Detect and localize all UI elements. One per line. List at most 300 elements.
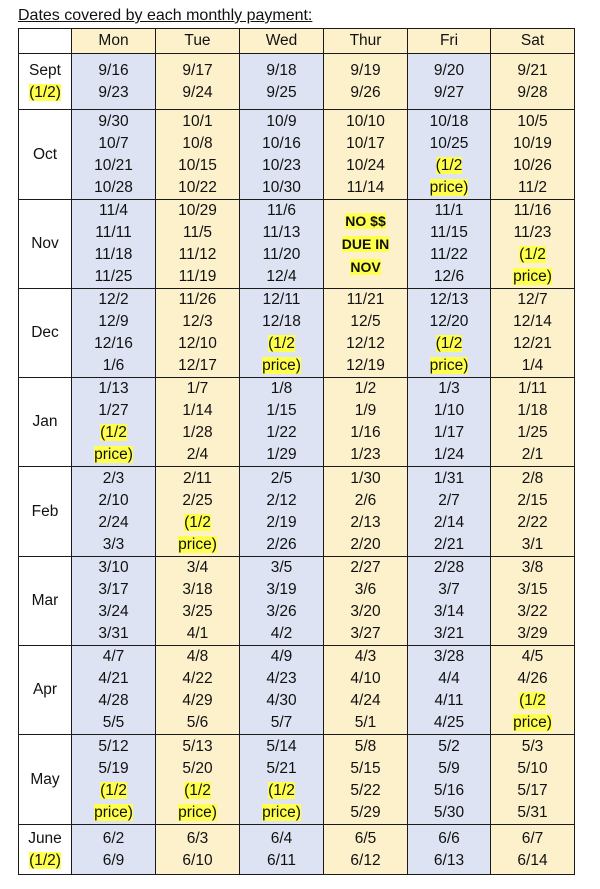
date-entry: 5/29 bbox=[350, 803, 381, 821]
date-entry: 1/4 bbox=[521, 357, 544, 374]
date-entry bbox=[72, 802, 155, 824]
date-entry: 2/26 bbox=[266, 535, 297, 553]
date-entry: 10/26 bbox=[513, 156, 552, 174]
date-cell bbox=[240, 378, 324, 467]
half-price-note: (1/2 bbox=[184, 781, 211, 799]
date-entry bbox=[491, 690, 574, 712]
date-entry: 6/7 bbox=[521, 829, 544, 847]
date-entry: 3/26 bbox=[266, 603, 297, 620]
date-entry: 3/27 bbox=[350, 625, 381, 642]
date-entry bbox=[408, 177, 490, 199]
date-cell bbox=[491, 378, 575, 467]
date-entry: 4/22 bbox=[182, 670, 213, 687]
table-row bbox=[19, 289, 575, 378]
date-cell bbox=[156, 825, 240, 875]
date-entry: 2/28 bbox=[433, 559, 465, 576]
date-cell bbox=[240, 200, 324, 289]
date-cell bbox=[72, 557, 156, 646]
date-entry: 9/30 bbox=[98, 112, 129, 130]
date-entry: 11/16 bbox=[513, 202, 552, 219]
date-entry bbox=[491, 244, 574, 266]
date-entry: 4/30 bbox=[266, 692, 297, 709]
no-payment-text: NOV bbox=[350, 258, 381, 275]
date-entry: 1/7 bbox=[186, 380, 209, 397]
date-entry: 11/21 bbox=[346, 291, 385, 308]
no-payment-text: DUE IN bbox=[341, 235, 390, 252]
date-entry bbox=[240, 333, 323, 355]
date-entry: 4/2 bbox=[270, 625, 293, 642]
date-entry: 11/14 bbox=[346, 178, 385, 196]
date-entry: 12/5 bbox=[350, 313, 381, 330]
date-cell bbox=[72, 467, 156, 557]
date-entry bbox=[156, 802, 239, 824]
date-cell bbox=[408, 200, 491, 289]
date-entry: 5/7 bbox=[270, 714, 293, 731]
date-cell bbox=[156, 110, 240, 200]
date-entry: 1/30 bbox=[350, 469, 381, 487]
date-entry: 3/3 bbox=[102, 535, 125, 553]
day-header: Tue bbox=[156, 29, 240, 54]
date-entry: 5/2 bbox=[438, 737, 460, 755]
date-entry: 11/2 bbox=[517, 178, 548, 196]
date-entry: 9/24 bbox=[182, 83, 213, 101]
date-entry: 12/21 bbox=[513, 335, 552, 352]
date-entry: 10/1 bbox=[182, 112, 213, 130]
date-cell bbox=[324, 289, 408, 378]
half-price-note: price) bbox=[429, 357, 469, 374]
date-cell bbox=[240, 54, 324, 110]
month-label-line: June bbox=[28, 829, 62, 847]
date-cell bbox=[491, 557, 575, 646]
date-entry: 1/16 bbox=[350, 424, 381, 441]
date-entry: 12/3 bbox=[182, 313, 213, 330]
date-entry: 10/7 bbox=[98, 134, 129, 152]
date-entry: 3/19 bbox=[266, 581, 297, 598]
date-entry: 3/15 bbox=[517, 581, 548, 598]
date-cell bbox=[491, 200, 575, 289]
date-entry: 4/3 bbox=[354, 648, 377, 665]
day-header: Sat bbox=[491, 29, 575, 54]
month-label-line: Jan bbox=[32, 413, 58, 430]
date-cell bbox=[156, 200, 240, 289]
date-entry: 4/10 bbox=[350, 670, 381, 687]
date-entry: 3/7 bbox=[438, 581, 460, 598]
date-cell bbox=[156, 54, 240, 110]
date-entry: 12/20 bbox=[429, 313, 469, 330]
date-entry bbox=[156, 780, 239, 802]
date-entry: 4/26 bbox=[517, 670, 548, 687]
date-entry: 2/19 bbox=[266, 513, 297, 531]
date-entry bbox=[491, 712, 574, 734]
no-payment-note bbox=[324, 210, 407, 233]
date-entry: 2/27 bbox=[350, 559, 381, 576]
date-cell bbox=[491, 735, 575, 825]
date-entry: 11/19 bbox=[178, 268, 217, 285]
date-entry: 6/3 bbox=[186, 829, 209, 847]
month-label bbox=[19, 735, 72, 825]
month-label-line: Mar bbox=[31, 592, 59, 609]
date-entry: 5/13 bbox=[182, 737, 213, 755]
date-entry: 2/8 bbox=[521, 469, 544, 487]
date-entry: 11/5 bbox=[182, 224, 213, 241]
date-entry: 2/1 bbox=[521, 446, 544, 463]
half-price-note: price) bbox=[513, 268, 552, 285]
date-entry: 6/10 bbox=[182, 851, 213, 869]
date-entry: 1/10 bbox=[433, 402, 465, 419]
date-entry: 9/23 bbox=[98, 83, 129, 101]
date-entry: 1/23 bbox=[350, 446, 381, 463]
date-entry: 2/14 bbox=[433, 513, 465, 531]
date-cell bbox=[240, 467, 324, 557]
month-label bbox=[19, 467, 72, 557]
date-entry: 11/1 bbox=[434, 202, 464, 219]
table-row bbox=[19, 825, 575, 875]
date-cell bbox=[156, 467, 240, 557]
date-entry bbox=[240, 355, 323, 377]
date-cell bbox=[408, 54, 491, 110]
month-label bbox=[19, 289, 72, 378]
no-payment-text: NO $$ bbox=[345, 212, 386, 229]
date-entry: 4/4 bbox=[438, 670, 460, 687]
date-entry: 1/3 bbox=[438, 380, 460, 397]
half-price-note: (1/2 bbox=[435, 335, 463, 352]
date-cell bbox=[72, 735, 156, 825]
month-label-line: Oct bbox=[32, 145, 58, 163]
payment-schedule-table bbox=[18, 28, 575, 875]
date-entry: 1/15 bbox=[266, 402, 297, 419]
date-cell bbox=[72, 289, 156, 378]
date-cell bbox=[324, 735, 408, 825]
date-entry: 12/17 bbox=[178, 357, 217, 374]
date-entry: 3/18 bbox=[182, 581, 213, 598]
date-entry: 1/28 bbox=[182, 424, 213, 441]
date-entry: 10/21 bbox=[94, 156, 133, 174]
date-entry: 11/4 bbox=[98, 202, 129, 219]
date-cell bbox=[72, 54, 156, 110]
date-entry: 3/29 bbox=[517, 625, 548, 642]
date-entry: 4/5 bbox=[521, 648, 544, 665]
half-price-note: price) bbox=[262, 357, 301, 374]
date-entry: 9/21 bbox=[517, 61, 548, 79]
day-header: Wed bbox=[240, 29, 324, 54]
date-cell bbox=[156, 557, 240, 646]
date-entry: 2/6 bbox=[354, 491, 377, 509]
date-cell bbox=[408, 289, 491, 378]
month-label bbox=[19, 54, 72, 110]
date-entry: 2/22 bbox=[517, 513, 548, 531]
date-entry: 4/21 bbox=[98, 670, 129, 687]
date-cell bbox=[408, 646, 491, 735]
date-cell bbox=[408, 467, 491, 557]
date-cell bbox=[491, 825, 575, 875]
date-cell bbox=[156, 289, 240, 378]
date-entry: 1/13 bbox=[98, 380, 129, 397]
half-price-note: price) bbox=[94, 446, 133, 463]
date-entry: 12/4 bbox=[266, 268, 297, 285]
date-entry: 9/25 bbox=[266, 83, 297, 101]
half-price-note: price) bbox=[429, 178, 469, 196]
date-entry: 1/11 bbox=[517, 380, 548, 397]
date-entry bbox=[408, 355, 490, 377]
date-entry: 11/12 bbox=[178, 246, 217, 263]
date-cell bbox=[324, 200, 408, 289]
date-entry: 2/20 bbox=[350, 535, 381, 553]
date-entry: 12/18 bbox=[262, 313, 301, 330]
table-row bbox=[19, 200, 575, 289]
month-label-line: Nov bbox=[31, 235, 59, 252]
date-entry: 3/17 bbox=[98, 581, 129, 598]
date-entry: 12/10 bbox=[178, 335, 217, 352]
date-entry: 5/20 bbox=[182, 759, 213, 777]
date-entry: 12/14 bbox=[513, 313, 552, 330]
date-entry: 3/1 bbox=[521, 535, 544, 553]
date-entry: 10/23 bbox=[262, 156, 301, 174]
date-entry: 6/5 bbox=[354, 829, 377, 847]
date-entry: 2/13 bbox=[350, 513, 381, 531]
date-entry: 11/26 bbox=[178, 291, 217, 308]
day-header: Thur bbox=[324, 29, 408, 54]
date-entry: 1/27 bbox=[98, 402, 129, 419]
date-entry: 12/16 bbox=[94, 335, 133, 352]
date-entry: 1/8 bbox=[270, 380, 293, 397]
date-cell bbox=[240, 825, 324, 875]
date-entry: 10/22 bbox=[178, 178, 217, 196]
date-entry: 3/5 bbox=[270, 559, 293, 576]
date-entry: 10/25 bbox=[429, 134, 469, 152]
date-cell bbox=[408, 825, 491, 875]
date-entry: 11/20 bbox=[262, 246, 301, 263]
date-entry: 2/24 bbox=[98, 513, 129, 531]
date-cell bbox=[491, 467, 575, 557]
date-cell bbox=[324, 825, 408, 875]
date-entry bbox=[156, 512, 239, 534]
table-row bbox=[19, 557, 575, 646]
date-cell bbox=[408, 557, 491, 646]
date-cell bbox=[324, 467, 408, 557]
half-price-note: price) bbox=[178, 535, 217, 553]
date-entry: 5/9 bbox=[438, 759, 460, 777]
date-entry: 5/31 bbox=[517, 803, 548, 821]
date-entry: 3/25 bbox=[182, 603, 213, 620]
table-row bbox=[19, 646, 575, 735]
date-cell bbox=[324, 646, 408, 735]
date-entry: 5/12 bbox=[98, 737, 129, 755]
date-entry: 2/3 bbox=[102, 469, 125, 487]
date-cell bbox=[324, 378, 408, 467]
date-entry: 5/3 bbox=[521, 737, 544, 755]
date-entry: 5/21 bbox=[266, 759, 297, 777]
date-entry: 12/19 bbox=[346, 357, 385, 374]
date-entry: 10/29 bbox=[178, 202, 217, 219]
date-cell bbox=[408, 378, 491, 467]
date-cell bbox=[491, 646, 575, 735]
date-entry: 10/18 bbox=[429, 112, 469, 130]
date-entry: 5/15 bbox=[350, 759, 381, 777]
date-entry: 1/31 bbox=[433, 469, 465, 487]
date-entry: 3/6 bbox=[354, 581, 377, 598]
date-entry: 3/20 bbox=[350, 603, 381, 620]
half-price-note: (1/2 bbox=[268, 335, 295, 352]
date-cell bbox=[408, 735, 491, 825]
date-cell bbox=[491, 289, 575, 378]
date-entry: 3/31 bbox=[98, 625, 129, 642]
month-label-line: Apr bbox=[32, 681, 58, 698]
half-price-note: (1/2 bbox=[184, 513, 211, 531]
date-entry: 5/1 bbox=[354, 714, 377, 731]
half-price-note: price) bbox=[262, 803, 301, 821]
date-entry: 6/4 bbox=[270, 829, 293, 847]
date-entry: 6/6 bbox=[438, 829, 460, 847]
date-entry: 10/28 bbox=[94, 178, 133, 196]
half-price-note: price) bbox=[178, 803, 217, 821]
date-entry: 6/9 bbox=[102, 851, 125, 869]
date-entry: 4/25 bbox=[433, 714, 465, 731]
date-entry bbox=[72, 422, 155, 444]
date-entry: 11/23 bbox=[513, 224, 552, 241]
date-entry: 10/30 bbox=[262, 178, 301, 196]
date-entry: 12/9 bbox=[98, 313, 129, 330]
date-cell bbox=[156, 378, 240, 467]
date-entry: 3/28 bbox=[433, 648, 465, 665]
half-price-note: (1/2 bbox=[435, 156, 463, 174]
month-label bbox=[19, 646, 72, 735]
table-row bbox=[19, 54, 575, 110]
date-entry: 2/4 bbox=[186, 446, 209, 463]
date-cell bbox=[408, 110, 491, 200]
date-entry: 4/11 bbox=[434, 692, 464, 709]
date-entry: 4/28 bbox=[98, 692, 129, 709]
date-entry: 10/19 bbox=[513, 134, 552, 152]
date-entry: 9/17 bbox=[182, 61, 213, 79]
half-price-note: (1/2 bbox=[100, 781, 127, 799]
date-entry: 1/14 bbox=[182, 402, 213, 419]
date-entry: 9/20 bbox=[433, 61, 465, 79]
date-entry bbox=[72, 444, 155, 466]
date-entry: 2/5 bbox=[270, 469, 293, 487]
date-entry: 4/29 bbox=[182, 692, 213, 709]
date-entry: 6/12 bbox=[350, 851, 381, 869]
date-entry: 3/4 bbox=[186, 559, 209, 576]
date-entry bbox=[72, 780, 155, 802]
date-cell bbox=[72, 646, 156, 735]
date-entry: 2/21 bbox=[433, 535, 465, 553]
date-entry: 5/10 bbox=[517, 759, 548, 777]
date-entry: 4/24 bbox=[350, 692, 381, 709]
date-entry: 6/14 bbox=[517, 851, 548, 869]
date-entry: 9/16 bbox=[98, 61, 129, 79]
date-entry: 9/28 bbox=[517, 83, 548, 101]
date-entry: 11/25 bbox=[94, 268, 133, 285]
date-entry: 10/10 bbox=[346, 112, 385, 130]
day-header: Fri bbox=[408, 29, 491, 54]
date-entry bbox=[408, 155, 490, 177]
date-entry: 12/7 bbox=[517, 291, 548, 308]
date-entry: 11/22 bbox=[430, 246, 468, 263]
month-label-line bbox=[19, 82, 71, 104]
half-price-note: (1/2) bbox=[29, 851, 61, 869]
date-cell bbox=[72, 200, 156, 289]
page-title: Dates covered by each monthly payment: bbox=[18, 7, 313, 24]
date-entry: 1/6 bbox=[102, 357, 125, 374]
month-label bbox=[19, 825, 72, 875]
table-row bbox=[19, 467, 575, 557]
date-entry: 9/27 bbox=[433, 83, 465, 101]
date-entry: 1/24 bbox=[433, 446, 465, 463]
date-cell bbox=[324, 110, 408, 200]
date-entry: 9/26 bbox=[350, 83, 381, 101]
corner-cell bbox=[19, 29, 72, 54]
date-entry: 12/12 bbox=[346, 335, 385, 352]
date-entry: 6/13 bbox=[433, 851, 465, 869]
date-entry: 3/24 bbox=[98, 603, 129, 620]
date-entry: 10/24 bbox=[346, 156, 385, 174]
date-entry: 2/12 bbox=[266, 491, 297, 509]
date-entry: 4/23 bbox=[266, 670, 297, 687]
date-entry: 4/1 bbox=[186, 625, 209, 642]
date-entry: 4/9 bbox=[270, 648, 293, 665]
date-entry: 1/22 bbox=[266, 424, 297, 441]
date-entry bbox=[408, 333, 490, 355]
date-entry: 12/2 bbox=[98, 291, 129, 308]
month-label-line bbox=[19, 850, 71, 872]
date-entry: 10/17 bbox=[346, 134, 385, 152]
header-row bbox=[19, 29, 575, 54]
date-cell bbox=[491, 54, 575, 110]
date-entry: 10/15 bbox=[178, 156, 217, 174]
date-entry bbox=[156, 534, 239, 556]
date-cell bbox=[240, 557, 324, 646]
month-label-line: Sept bbox=[29, 61, 61, 79]
date-cell bbox=[324, 557, 408, 646]
date-cell bbox=[240, 646, 324, 735]
date-entry: 12/11 bbox=[262, 291, 301, 308]
date-entry: 3/8 bbox=[521, 559, 544, 576]
date-entry: 5/19 bbox=[98, 759, 129, 777]
date-entry: 11/18 bbox=[94, 246, 133, 263]
half-price-note: (1/2 bbox=[268, 781, 295, 799]
date-entry: 5/16 bbox=[433, 781, 465, 799]
table-row bbox=[19, 378, 575, 467]
date-entry: 11/15 bbox=[430, 224, 468, 241]
date-entry: 3/21 bbox=[433, 625, 465, 642]
date-cell bbox=[491, 110, 575, 200]
date-cell bbox=[240, 110, 324, 200]
month-label-line: Dec bbox=[31, 324, 59, 341]
date-entry: 4/7 bbox=[102, 648, 125, 665]
day-header: Mon bbox=[72, 29, 156, 54]
month-label bbox=[19, 557, 72, 646]
date-entry: 10/16 bbox=[262, 134, 301, 152]
date-entry: 2/15 bbox=[517, 491, 548, 509]
date-entry: 1/2 bbox=[354, 380, 377, 397]
date-entry: 9/19 bbox=[350, 61, 381, 79]
month-label bbox=[19, 110, 72, 200]
date-entry: 11/11 bbox=[95, 224, 132, 241]
month-label bbox=[19, 200, 72, 289]
date-cell bbox=[156, 735, 240, 825]
date-entry bbox=[240, 780, 323, 802]
month-label bbox=[19, 378, 72, 467]
date-entry: 11/6 bbox=[266, 202, 297, 219]
month-label-line: Feb bbox=[31, 502, 59, 520]
date-entry: 1/29 bbox=[266, 446, 297, 463]
table-row bbox=[19, 735, 575, 825]
date-entry: 1/9 bbox=[354, 402, 377, 419]
date-entry: 5/22 bbox=[350, 781, 381, 799]
date-cell bbox=[72, 110, 156, 200]
half-price-note: price) bbox=[513, 714, 552, 731]
date-entry: 1/25 bbox=[517, 424, 548, 441]
